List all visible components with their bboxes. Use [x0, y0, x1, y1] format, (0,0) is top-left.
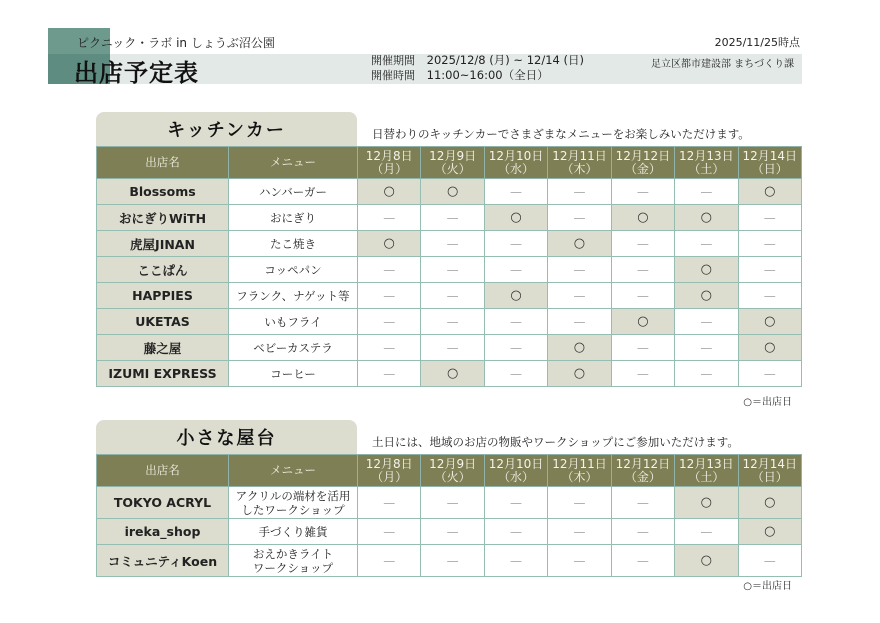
period-label: 開催期間: [371, 54, 415, 67]
organizer: 足立区都市建設部 まちづくり課: [651, 59, 795, 70]
closed-day-cell: —: [738, 257, 801, 283]
closed-day-cell: —: [611, 361, 674, 387]
closed-day-cell: —: [675, 231, 738, 257]
table-row: [97, 487, 802, 519]
date-label: 12月11日: [552, 456, 607, 471]
closed-day-cell: —: [358, 361, 421, 387]
menu-item: ベビーカステラ: [229, 335, 358, 361]
shop-name: おにぎりWiTH: [97, 205, 229, 231]
section-title: キッチンカー: [96, 112, 357, 146]
closed-day-cell: —: [611, 179, 674, 205]
weekday-label: （火）: [434, 161, 471, 176]
menu-line: ワークショップ: [252, 560, 334, 575]
menu-item: [229, 545, 358, 577]
menu-item: [229, 487, 358, 519]
column-header-menu: メニュー: [229, 147, 358, 179]
closed-day-cell: —: [548, 487, 611, 519]
open-day-cell: ○: [611, 309, 674, 335]
closed-day-cell: —: [484, 487, 547, 519]
closed-day-cell: —: [675, 361, 738, 387]
table-row: [97, 519, 802, 545]
closed-day-cell: —: [358, 309, 421, 335]
menu-item: おにぎり: [229, 205, 358, 231]
menu-item: いもフライ: [229, 309, 358, 335]
date-label: 12月8日: [365, 456, 413, 471]
closed-day-cell: —: [421, 335, 484, 361]
closed-day-cell: —: [738, 205, 801, 231]
closed-day-cell: —: [358, 545, 421, 577]
event-period: [371, 53, 584, 68]
date-label: 12月9日: [429, 456, 477, 471]
column-header-menu: メニュー: [229, 455, 358, 487]
weekday-label: （日）: [751, 161, 788, 176]
menu-item: [229, 519, 358, 545]
closed-day-cell: —: [738, 283, 801, 309]
closed-day-cell: —: [738, 545, 801, 577]
column-header-shop: 出店名: [97, 147, 229, 179]
closed-day-cell: —: [548, 309, 611, 335]
legend: ○＝出店日: [743, 581, 792, 592]
column-header-date: [738, 147, 801, 179]
open-day-cell: ○: [484, 205, 547, 231]
open-day-cell: ○: [738, 335, 801, 361]
menu-line: おえかきライト: [252, 546, 334, 561]
date-label: 12月12日: [615, 456, 671, 471]
closed-day-cell: —: [675, 179, 738, 205]
open-day-cell: ○: [738, 179, 801, 205]
table-row: [97, 545, 802, 577]
shop-name: ここぱん: [97, 257, 229, 283]
closed-day-cell: —: [611, 335, 674, 361]
closed-day-cell: —: [738, 361, 801, 387]
table-body: [97, 179, 802, 387]
weekday-label: （金）: [624, 161, 661, 176]
open-day-cell: ○: [421, 361, 484, 387]
closed-day-cell: —: [484, 361, 547, 387]
shop-name: Blossoms: [97, 179, 229, 205]
section-description: 土日には、地域のお店の物販やワークショップにご参加いただけます。: [372, 435, 739, 449]
shop-name: TOKYO ACRYL: [97, 487, 229, 519]
table-row: [97, 283, 802, 309]
open-day-cell: ○: [548, 361, 611, 387]
closed-day-cell: —: [548, 257, 611, 283]
table-row: [97, 179, 802, 205]
open-day-cell: ○: [675, 283, 738, 309]
closed-day-cell: —: [484, 335, 547, 361]
weekday-label: （火）: [434, 469, 471, 484]
closed-day-cell: —: [484, 309, 547, 335]
column-header-date: [548, 455, 611, 487]
open-day-cell: ○: [358, 231, 421, 257]
column-header-date: [421, 455, 484, 487]
menu-item: たこ焼き: [229, 231, 358, 257]
shop-name: HAPPIES: [97, 283, 229, 309]
column-header-date: [738, 455, 801, 487]
weekday-label: （水）: [498, 161, 535, 176]
column-header-date: [611, 455, 674, 487]
weekday-label: （水）: [498, 469, 535, 484]
date-label: 12月10日: [488, 148, 544, 163]
open-day-cell: ○: [358, 179, 421, 205]
table-row: [97, 205, 802, 231]
hours-label: 開催時間: [371, 69, 415, 82]
open-day-cell: ○: [611, 205, 674, 231]
closed-day-cell: —: [421, 487, 484, 519]
table-row: [97, 335, 802, 361]
column-header-date: [484, 455, 547, 487]
closed-day-cell: —: [548, 519, 611, 545]
menu-line: アクリルの端材を活用: [235, 488, 351, 503]
table-header-row: [97, 147, 802, 179]
closed-day-cell: —: [611, 257, 674, 283]
weekday-label: （土）: [688, 469, 725, 484]
date-label: 12月10日: [488, 456, 544, 471]
open-day-cell: ○: [548, 335, 611, 361]
table-row: [97, 231, 802, 257]
closed-day-cell: —: [484, 545, 547, 577]
menu-line: したワークショップ: [241, 502, 345, 517]
menu-item: コーヒー: [229, 361, 358, 387]
closed-day-cell: —: [611, 545, 674, 577]
open-day-cell: ○: [675, 545, 738, 577]
open-day-cell: ○: [421, 179, 484, 205]
column-header-date: [484, 147, 547, 179]
open-day-cell: ○: [675, 487, 738, 519]
closed-day-cell: —: [421, 545, 484, 577]
small-stall-schedule-table: [96, 454, 802, 577]
closed-day-cell: —: [738, 231, 801, 257]
column-header-date: [421, 147, 484, 179]
closed-day-cell: —: [358, 487, 421, 519]
column-header-date: [358, 455, 421, 487]
table-header-row: [97, 455, 802, 487]
closed-day-cell: —: [548, 205, 611, 231]
menu-item: フランク、ナゲット等: [229, 283, 358, 309]
closed-day-cell: —: [611, 283, 674, 309]
menu-item: ハンバーガー: [229, 179, 358, 205]
closed-day-cell: —: [675, 309, 738, 335]
closed-day-cell: —: [421, 257, 484, 283]
kitchen-car-section: [96, 112, 802, 412]
weekday-label: （土）: [688, 161, 725, 176]
closed-day-cell: —: [358, 519, 421, 545]
closed-day-cell: —: [548, 545, 611, 577]
table-row: [97, 257, 802, 283]
closed-day-cell: —: [421, 309, 484, 335]
date-label: 12月14日: [742, 456, 798, 471]
closed-day-cell: —: [611, 519, 674, 545]
menu-item: コッペパン: [229, 257, 358, 283]
menu-line: 手づくり雑貨: [258, 524, 328, 539]
hours-value: 11:00~16:00（全日）: [426, 68, 549, 82]
column-header-date: [611, 147, 674, 179]
column-header-date: [675, 147, 738, 179]
small-stall-section: [96, 420, 802, 600]
closed-day-cell: —: [358, 283, 421, 309]
table-body: [97, 487, 802, 577]
weekday-label: （木）: [561, 469, 598, 484]
date-label: 12月14日: [742, 148, 798, 163]
closed-day-cell: —: [548, 283, 611, 309]
open-day-cell: ○: [675, 205, 738, 231]
weekday-label: （月）: [371, 469, 408, 484]
closed-day-cell: —: [421, 231, 484, 257]
closed-day-cell: —: [421, 519, 484, 545]
column-header-date: [548, 147, 611, 179]
column-header-date: [675, 455, 738, 487]
open-day-cell: ○: [738, 309, 801, 335]
shop-name: ireka_shop: [97, 519, 229, 545]
closed-day-cell: —: [548, 179, 611, 205]
date-label: 12月8日: [365, 148, 413, 163]
closed-day-cell: —: [675, 519, 738, 545]
open-day-cell: ○: [548, 231, 611, 257]
table-row: [97, 361, 802, 387]
legend: ○＝出店日: [743, 397, 792, 408]
kitchen-car-schedule-table: [96, 146, 802, 387]
column-header-date: [358, 147, 421, 179]
closed-day-cell: —: [484, 179, 547, 205]
closed-day-cell: —: [675, 335, 738, 361]
closed-day-cell: —: [484, 231, 547, 257]
date-label: 12月11日: [552, 148, 607, 163]
event-info: [371, 53, 584, 83]
closed-day-cell: —: [611, 487, 674, 519]
closed-day-cell: —: [611, 231, 674, 257]
closed-day-cell: —: [358, 257, 421, 283]
open-day-cell: ○: [738, 519, 801, 545]
section-title: 小さな屋台: [96, 420, 357, 454]
closed-day-cell: —: [421, 283, 484, 309]
table-row: [97, 309, 802, 335]
closed-day-cell: —: [358, 205, 421, 231]
shop-name: コミュニティKoen: [97, 545, 229, 577]
date-label: 12月13日: [679, 456, 734, 471]
column-header-shop: 出店名: [97, 455, 229, 487]
open-day-cell: ○: [738, 487, 801, 519]
weekday-label: （日）: [751, 469, 788, 484]
shop-name: IZUMI EXPRESS: [97, 361, 229, 387]
open-day-cell: ○: [675, 257, 738, 283]
page-title: 出店予定表: [74, 59, 199, 87]
event-hours: [371, 68, 584, 83]
section-description: 日替わりのキッチンカーでさまざまなメニューをお楽しみいただけます。: [372, 127, 750, 141]
shop-name: 藤之屋: [97, 335, 229, 361]
weekday-label: （金）: [624, 469, 661, 484]
closed-day-cell: —: [421, 205, 484, 231]
date-label: 12月9日: [429, 148, 477, 163]
period-value: 2025/12/8 (月) ~ 12/14 (日): [426, 53, 584, 67]
date-label: 12月12日: [615, 148, 671, 163]
as-of-date: 2025/11/25時点: [714, 36, 800, 49]
closed-day-cell: —: [484, 257, 547, 283]
weekday-label: （木）: [561, 161, 598, 176]
closed-day-cell: —: [358, 335, 421, 361]
weekday-label: （月）: [371, 161, 408, 176]
closed-day-cell: —: [484, 519, 547, 545]
open-day-cell: ○: [484, 283, 547, 309]
shop-name: 虎屋JINAN: [97, 231, 229, 257]
shop-name: UKETAS: [97, 309, 229, 335]
date-label: 12月13日: [679, 148, 734, 163]
event-subtitle: ピクニック・ラボ in しょうぶ沼公園: [77, 36, 275, 50]
